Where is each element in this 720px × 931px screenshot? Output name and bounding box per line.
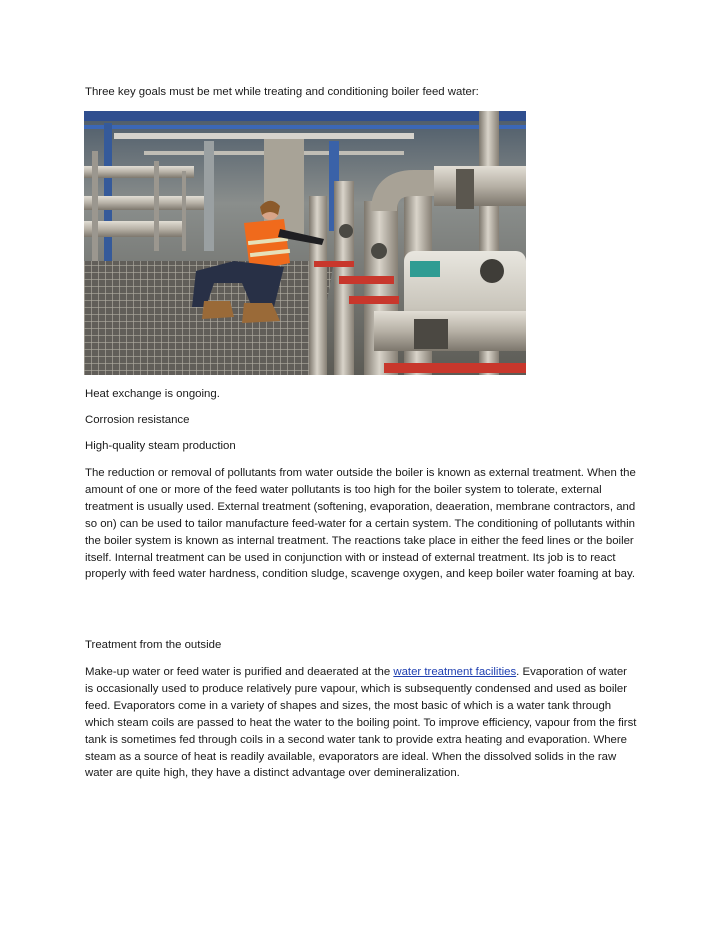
makeup-water-paragraph bbox=[85, 664, 637, 782]
goal-item-heat-exchange: Heat exchange is ongoing. bbox=[85, 388, 220, 400]
goal-item-corrosion: Corrosion resistance bbox=[85, 414, 190, 426]
makeup-text-before-link: Make-up water or feed water is purified and deaerated at the bbox=[85, 666, 394, 678]
external-treatment-paragraph: The reduction or removal of pollutants from water outside the boiler is known as external treatment. When the amount of one or more of the feed water pollutants is too high for the boiler system to tolerate, external treatment is usually used. External treatment (softening, evaporation, deaeration, membrane contractors, and so on) can be used to tailor manufacture feed-water for a certain system. The conditioning of pollutants within the boiler system is known as internal treatment. The reactions take place in either the feed lines or the boiler itself. Internal treatment can be used in conjunction with or instead of external treatment. Its job is to react properly with feed water hardness, condition sludge, scavenge oxygen, and keep boiler water foaming at bay. bbox=[85, 467, 636, 581]
water-treatment-facilities-link[interactable]: water treatment facilities bbox=[393, 666, 517, 678]
intro-paragraph: Three key goals must be met while treating and conditioning boiler feed water: bbox=[85, 86, 479, 98]
section-heading: Treatment from the outside bbox=[85, 639, 222, 651]
boiler-room-photo bbox=[84, 111, 526, 375]
goal-item-steam: High-quality steam production bbox=[85, 440, 236, 452]
makeup-text-after-link: . Evaporation of water is occasionally used to produce relatively pure vapour, which is subsequently condensed and used as boiler feed. Evaporators come in a variety of shapes and sizes, the most basic of which is a water tank through which steam coils are passed to heat the water to the boiling point. To improve efficiency, vapour from the first tank is sometimes fed through coils in a second water tank to provide extra heating and evaporation. Where steam as a source of heat is readily available, evaporators are ideal. When the dissolved solids in the raw water are quite high, they have a distinct advantage over demineralization. bbox=[85, 666, 637, 780]
